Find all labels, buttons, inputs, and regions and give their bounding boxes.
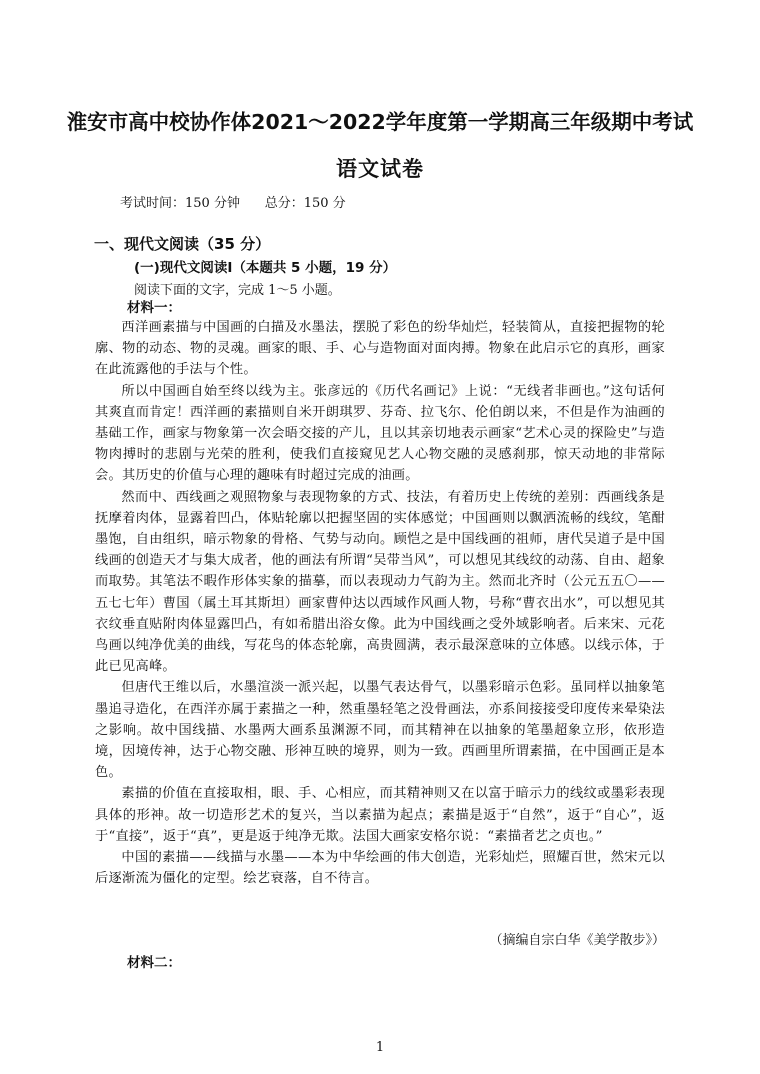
exam-subtitle: 语文试卷 bbox=[336, 157, 424, 181]
passage-paragraph: 然而中、西线画之观照物象与表现物象的方式、技法，有着历史上传统的差别：西画线条是抚摩着肉体，显露着凹凸，体贴轮廓以把握坚固的实体感觉；中国画则以飘洒流畅的线纹，笔酣墨饱，自由组织，暗示物象的骨格、气势与动向。顾恺之是中国线画的祖师，唐代吴道子是中国线画的创造天才与集大成者，他的画法有所谓“吴带当风”，可以想见其线纹的动荡、自由、超象而取势。其笔法不暇作形体实象的描摹，而以表现动力气韵为主。然而北齐时（公元五五〇——五七七年）曹国（属土耳其斯坦）画家曹仲达以西域作风画人物，号称“曹衣出水”，可以想见其衣纹垂直贴附肉体显露凹凸，有如希腊出浴女像。此为中国线画之受外域影响者。后来宋、元花鸟画以纯净优美的曲线，写花鸟的体态轮廓，高贵圆满，表示最深意味的立体感。以线示体，于此已见高峰。 bbox=[95, 489, 665, 675]
material-one-label: 材料一： bbox=[127, 300, 181, 316]
section-heading: 一、现代文阅读（35 分） bbox=[94, 235, 271, 253]
passage-paragraph: 西洋画素描与中国画的白描及水墨法，摆脱了彩色的纷华灿烂，轻装简从，直接把握物的轮廓、物的动态、物的灵魂。画家的眼、手、心与造物面对面肉搏。物象在此启示它的真形，画家在此流露他的手法与个性。 bbox=[95, 320, 665, 378]
page-number: 1 bbox=[375, 1040, 385, 1055]
material-two-label: 材料二： bbox=[127, 955, 181, 971]
passage-source: （摘编自宗白华《美学散步》） bbox=[489, 933, 665, 948]
reading-passage bbox=[95, 317, 665, 889]
exam-meta: 考试时间：150 分钟 总分：150 分 bbox=[120, 196, 346, 211]
reading-instruction: 阅读下面的文字，完成 1～5 小题。 bbox=[134, 283, 341, 298]
exam-title: 淮安市高中校协作体2021～2022学年度第一学期高三年级期中考试 bbox=[66, 110, 694, 134]
passage-paragraph: 但唐代王维以后，水墨渲淡一派兴起，以墨气表达骨气，以墨彩暗示色彩。虽同样以抽象笔墨追寻造化，在西洋亦属于素描之一种，然重墨轻笔之没骨画法，亦系间接接受印度传来晕染法之影响。故中国线描、水墨两大画系虽渊源不同，而其精神在以抽象的笔墨超象立形，依形造境，因境传神，达于心物交融、形神互映的境界，则为一致。西画里所谓素描，在中国画正是本色。 bbox=[95, 680, 665, 781]
passage-paragraph: 所以中国画自始至终以线为主。张彦远的《历代名画记》上说：“无线者非画也。”这句话何其爽直而肯定！西洋画的素描则自米开朗琪罗、芬奇、拉飞尔、伦伯朗以来，不但是作为油画的基础工作，画家与物象第一次会晤交接的产儿，且以其亲切地表示画家“艺术心灵的探险史”与造物肉搏时的悲剧与光荣的胜利，使我们直接窥见艺人心物交融的灵感刹那，惊天动地的非常际会。其历史的价值与心理的趣味有时超过完成的油画。 bbox=[95, 383, 665, 484]
subsection-heading: (一)现代文阅读Ⅰ（本题共 5 小题，19 分） bbox=[134, 260, 397, 276]
passage-paragraph: 素描的价值在直接取相，眼、手、心相应，而其精神则又在以富于暗示力的线纹或墨彩表现具体的形神。故一切造形艺术的复兴，当以素描为起点；素描是返于“自然”，返于“自心”，返于“直接”，返于“真”，更是返于纯净无欺。法国大画家安格尔说：“素描者艺之贞也。” bbox=[95, 786, 665, 844]
passage-paragraph: 中国的素描——线描与水墨——本为中华绘画的伟大创造，光彩灿烂，照耀百世，然宋元以后逐渐流为僵化的定型。绘艺衰落，自不待言。 bbox=[95, 850, 665, 887]
